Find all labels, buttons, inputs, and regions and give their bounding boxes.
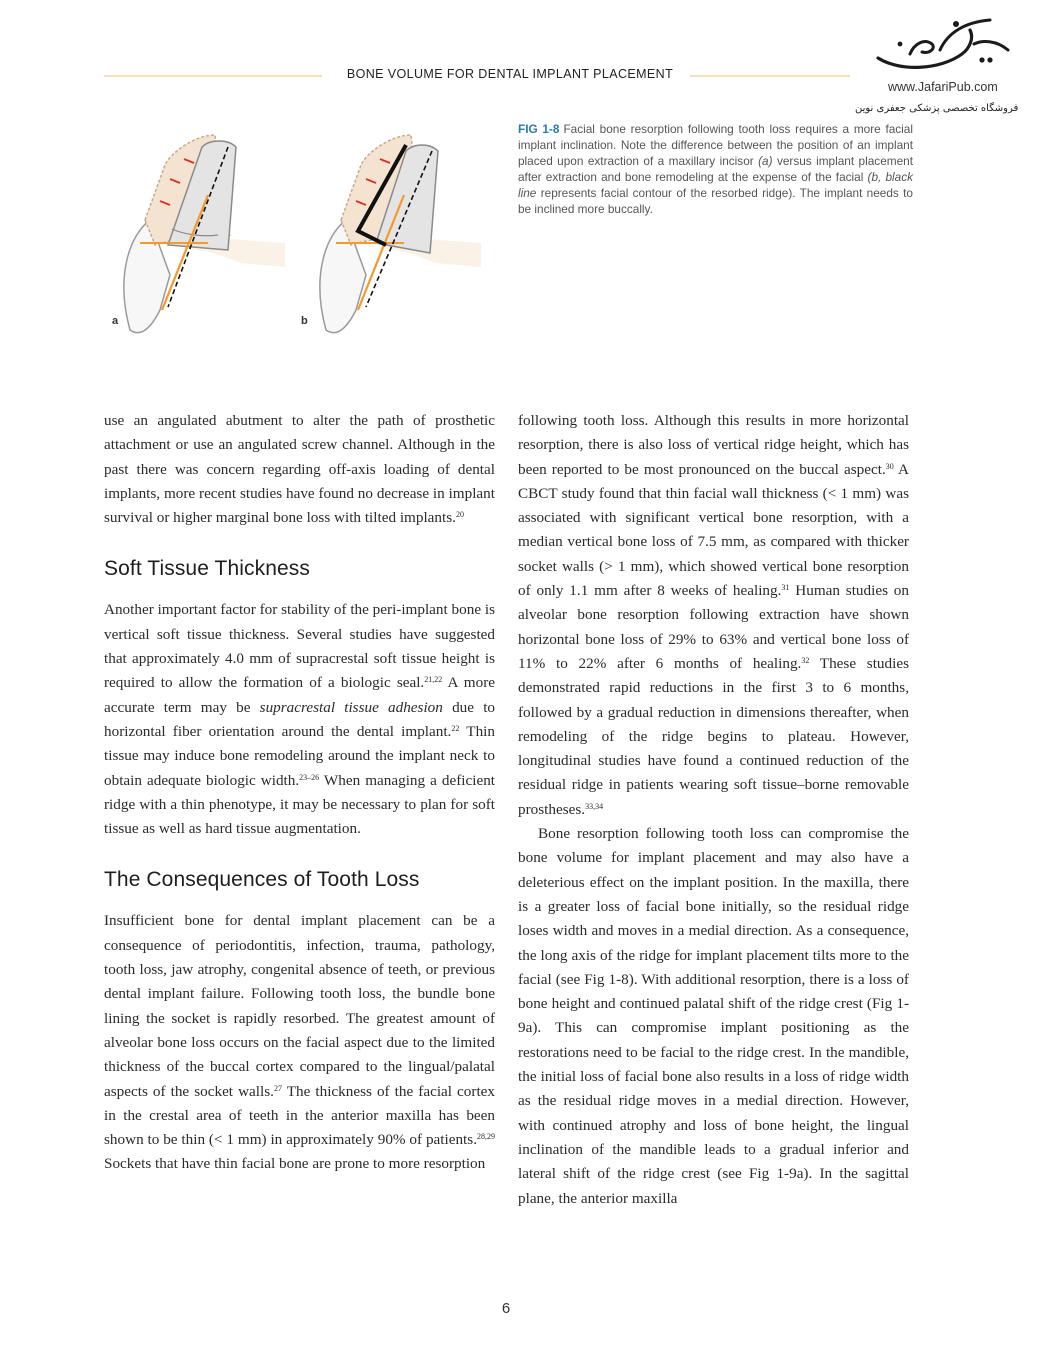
section-heading-tooth-loss: The Consequences of Tooth Loss — [104, 868, 420, 892]
citation-superscript: 22 — [451, 723, 460, 733]
text-run: The thickness of the facial cortex in the crestal area of teeth in the anterior maxilla has been shown to be thin (< 1 mm) in approximately 90% of patients. — [104, 1082, 495, 1149]
text-run: due to horizontal fiber orientation around the dental implant. — [104, 698, 496, 740]
italic-text: (b, black line — [518, 170, 913, 200]
paragraph — [104, 909, 495, 1176]
paragraph — [104, 409, 495, 530]
figure-caption — [518, 121, 913, 217]
section-heading-soft-tissue: Soft Tissue Thickness — [104, 557, 310, 581]
text-run: Facial bone resorption following tooth loss requires a more facial implant inclination. Note the difference between the position of an implant placed upon extraction of a maxillary incisor — [518, 122, 913, 168]
text-run: Another important factor for stability of the peri-implant bone is vertical soft tissue thickness. Several studies have suggested that approximately 4.0 mm of supracrestal soft tissue height is required to allow the formation of a biologic seal. — [104, 601, 495, 692]
text-run: A more accurate term may be — [104, 674, 495, 716]
figure-number: FIG 1-8 — [518, 122, 560, 136]
figure-panel-label-a: a — [112, 315, 119, 327]
panel-b-drawing — [320, 135, 481, 333]
left-column — [104, 409, 495, 1177]
text-run: following tooth loss. Although this results in more horizontal resorption, there is also loss of vertical ridge height, which has been reported to be most pronounced on the buccal aspect. — [518, 412, 909, 478]
header-rule-left — [104, 75, 322, 77]
text-run: When managing a deficient ridge with a thin phenotype, it may be necessary to plan for soft tissue as well as hard tissue augmentation. — [104, 771, 496, 838]
citation-superscript: 30 — [885, 461, 894, 471]
figure-caption-text — [518, 122, 913, 216]
watermark-persian-text: فروشگاه تخصصی پزشکی جعفری نوین — [855, 103, 1019, 114]
citation-superscript: 27 — [273, 1083, 282, 1093]
text-run: represents facial contour of the resorbed ridge). The implant needs to be inclined more buccally. — [518, 186, 913, 216]
citation-superscript: 32 — [801, 655, 810, 665]
citation-superscript: 20 — [455, 510, 464, 520]
jafari-calligraphy-logo-icon — [870, 14, 1015, 81]
paragraph — [518, 822, 909, 1211]
text-run: Bone resorption following tooth loss can compromise the bone volume for implant placement and may also have a deleterious effect on the implant position. In the maxilla, there is a greater loss of facial bone initially, so the residual ridge loses width and moves in a medial direction. As a consequence, the long axis of the ridge for implant placement tilts more to the facial (see Fig 1-8). With additional resorption, there is a loss of bone height and continued palatal shift of the ridge crest (Fig 1-9a). This can compromise implant positioning as the restorations need to be facial to the ridge crest. In the mandible, the initial loss of facial bone also results in a loss of ridge width as the residual ridge moves in a medial direction. However, with continued atrophy and loss of bone height, the lingual inclination of the mandible leads to a gradual inferior and lateral shift of the ridge crest (see Fig 1-9a). In the sagittal plane, the anterior maxilla — [518, 825, 909, 1207]
citation-superscript: 28,29 — [477, 1132, 495, 1142]
text-run: use an angulated abutment to alter the path of prosthetic attachment or use an angulated screw channel. Although in the past there was concern regarding off-axis loading of dental implants, more recent studies have found no decrease in implant survival or higher marginal bone loss with tilted implants. — [104, 412, 495, 527]
paragraph — [518, 409, 909, 822]
text-run: A CBCT study found that thin facial wall thickness (< 1 mm) was associated with significant vertical bone resorption, with a median vertical bone loss of 7.5 mm, as compared with thicker socket walls (> 1 mm), which showed vertical bone resorption of only 1.1 mm after 8 weeks of healing. — [518, 460, 909, 600]
citation-superscript: 31 — [781, 583, 790, 593]
citation-superscript: 21,22 — [424, 675, 443, 685]
text-run: These studies demonstrated rapid reductions in the first 3 to 6 months, followed by a gradual reduction in dimensions thereafter, when remodeling of the ridge begins to plateau. However, longitudinal studies have found a continued reduction of the residual ridge in patients wearing soft tissue–borne removable prostheses. — [518, 654, 909, 818]
figure-1-8-illustration — [110, 125, 500, 345]
text-run: Sockets that have thin facial bone are prone to more resorption — [104, 1155, 486, 1173]
figure-panel-label-b: b — [301, 315, 308, 327]
paragraph — [104, 598, 495, 841]
citation-superscript: 23–26 — [299, 772, 320, 782]
right-column — [518, 409, 909, 1211]
panel-a-drawing — [124, 135, 285, 333]
text-run: Thin tissue may induce bone remodeling around the implant neck to obtain adequate biologic width. — [104, 722, 495, 789]
text-run: Human studies on alveolar bone resorption following extraction have shown horizontal bone loss of 29% to 63% and vertical bone loss of 11% to 22% after 6 months of healing. — [518, 582, 909, 672]
header-rule-right — [690, 75, 850, 77]
text-run: Insufficient bone for dental implant placement can be a consequence of periodontitis, infection, trauma, pathology, tooth loss, jaw atrophy, congenital absence of teeth, or previous dental implant failure. Following tooth loss, the bundle bone lining the socket is rapidly resorbed. The greatest amount of alveolar bone loss occurs on the facial aspect due to the limited thickness of the buccal cortex compared to the lingual/palatal aspects of the socket walls. — [104, 912, 495, 1100]
text-run: versus implant placement after extraction and bone remodeling at the expense of the facial — [518, 154, 913, 184]
running-header: BONE VOLUME FOR DENTAL IMPLANT PLACEMENT — [346, 67, 674, 81]
citation-superscript: 33,34 — [585, 801, 604, 811]
page-number: 6 — [501, 1300, 511, 1317]
italic-text: (a) — [758, 154, 773, 168]
italic-text: supracrestal tissue adhesion — [259, 698, 443, 716]
watermark-url: www.JafariPub.com — [888, 80, 998, 94]
